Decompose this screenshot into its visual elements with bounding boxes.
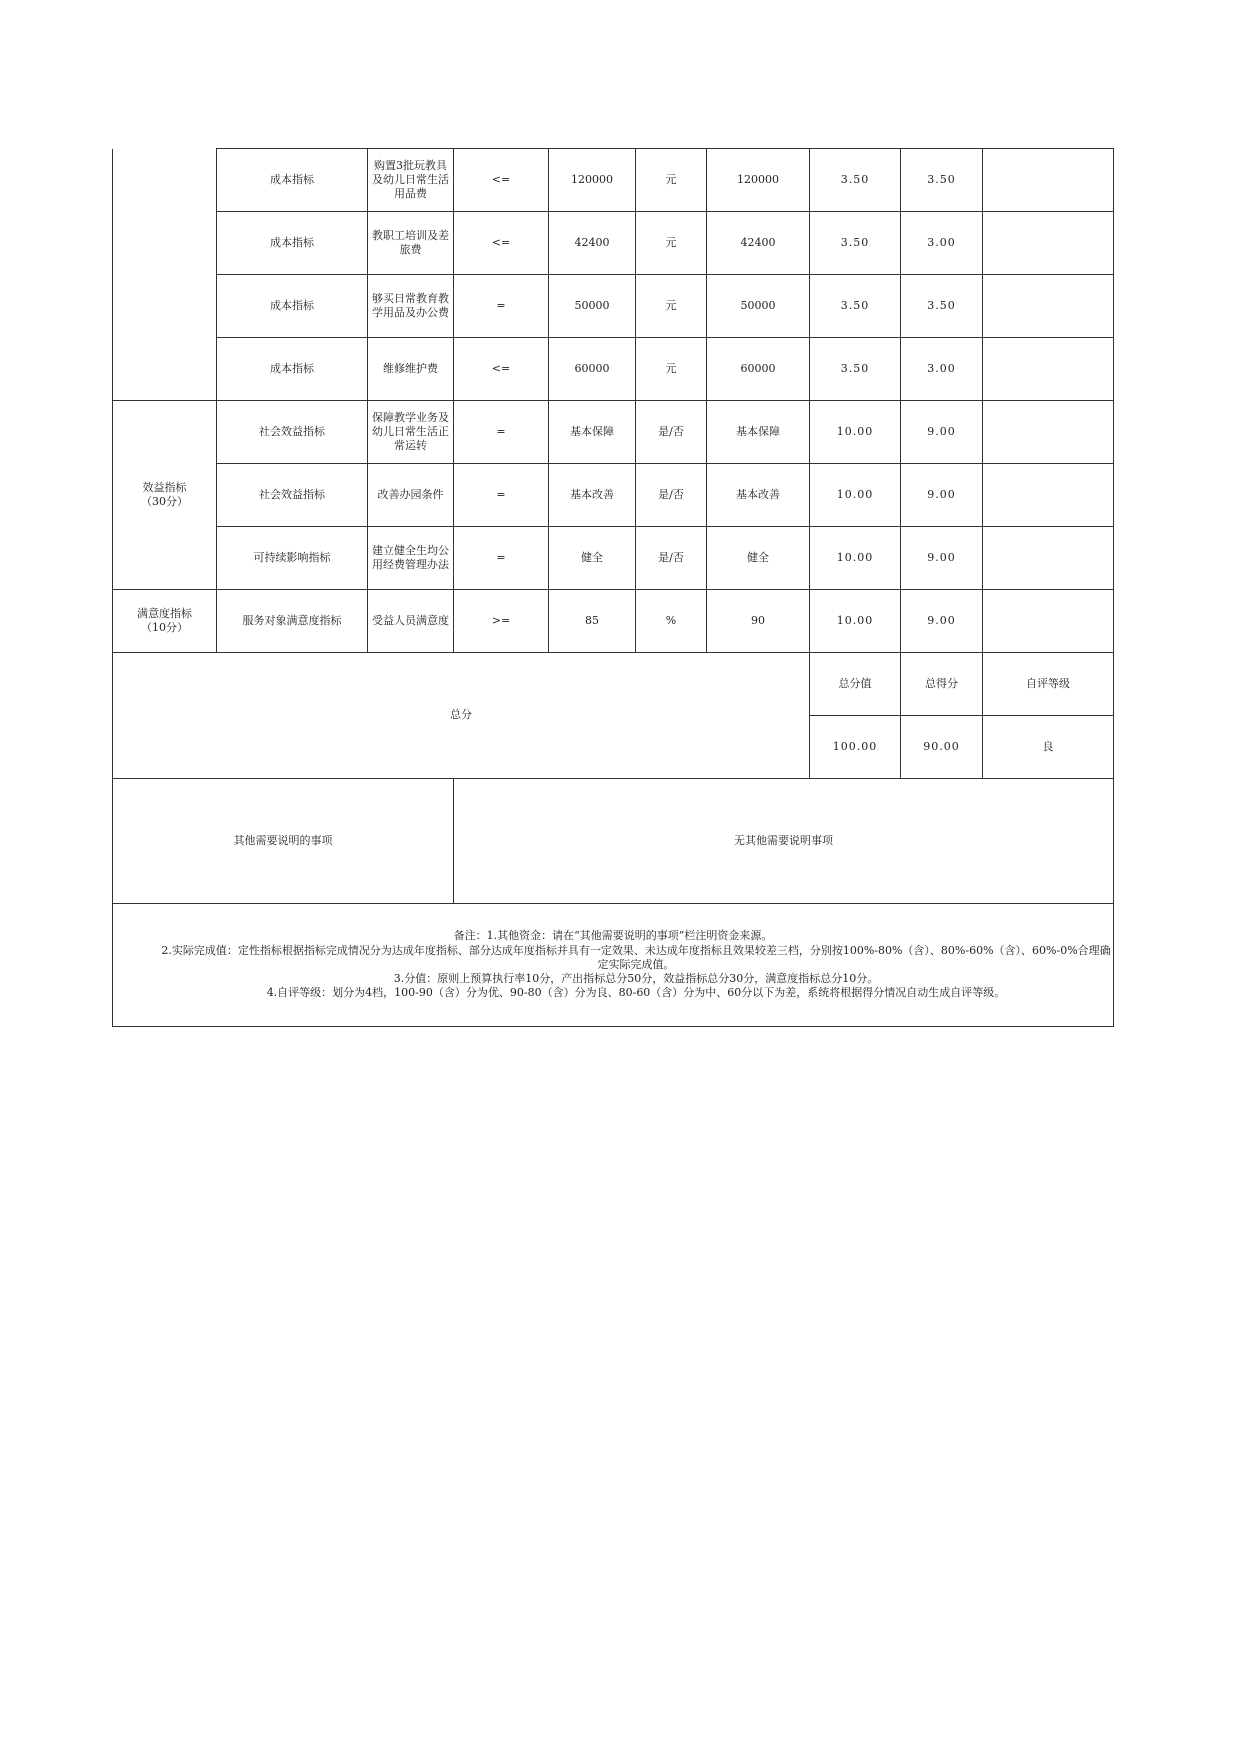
satisfaction-category-cell: 满意度指标 （10分） (113, 590, 217, 653)
table-row (113, 275, 1114, 338)
score-cell: 9.00 (901, 590, 983, 653)
actual-cell: 50000 (707, 275, 810, 338)
weight-cell: 10.00 (810, 527, 901, 590)
operator-cell: <= (454, 212, 549, 275)
operator-cell: >= (454, 590, 549, 653)
indicator-cell: 成本指标 (217, 275, 368, 338)
indicator-cell: 社会效益指标 (217, 464, 368, 527)
grade-label: 自评等级 (983, 653, 1114, 716)
score-cell: 3.50 (901, 149, 983, 212)
detail-cell: 建立健全生均公用经费管理办法 (368, 527, 454, 590)
target-cell: 50000 (549, 275, 636, 338)
unit-cell: 元 (636, 338, 707, 401)
operator-cell: <= (454, 338, 549, 401)
target-cell: 60000 (549, 338, 636, 401)
other-matters-row (113, 779, 1114, 904)
note-line: 3.分值：原则上预算执行率10分，产出指标总分50分，效益指标总分30分，满意度指标总分10分。 (393, 972, 879, 986)
detail-cell: 购置3批玩教具及幼儿日常生活用品费 (368, 149, 454, 212)
target-cell: 85 (549, 590, 636, 653)
note-line: 4.自评等级：划分为4档，100-90（含）分为优、90-80（含）分为良、80-60（含）分为中、60分以下为差，系统将根据得分情况自动生成自评等级。 (266, 986, 1006, 1000)
deviation-cell (983, 275, 1114, 338)
total-header-row (113, 653, 1114, 716)
total-label: 总分 (113, 653, 810, 779)
weight-cell: 10.00 (810, 590, 901, 653)
notes-row (113, 904, 1114, 1027)
other-matters-label: 其他需要说明的事项 (113, 779, 454, 904)
actual-cell: 基本保障 (707, 401, 810, 464)
note-line: 2.实际完成值：定性指标根据指标完成情况分为达成年度指标、部分达成年度指标并具有一定效果、未达成年度指标且效果较差三档，分别按100%-80%（含）、80%-60%（含）、60%-0%合理确定实际完成值。 (161, 943, 1111, 971)
detail-cell: 改善办园条件 (368, 464, 454, 527)
unit-cell: 元 (636, 275, 707, 338)
indicator-cell: 成本指标 (217, 212, 368, 275)
actual-cell: 健全 (707, 527, 810, 590)
total-value: 100.00 (810, 716, 901, 779)
target-cell: 120000 (549, 149, 636, 212)
deviation-cell (983, 338, 1114, 401)
weight-cell: 3.50 (810, 338, 901, 401)
unit-cell: 元 (636, 212, 707, 275)
weight-cell: 3.50 (810, 275, 901, 338)
deviation-cell (983, 212, 1114, 275)
target-cell: 基本保障 (549, 401, 636, 464)
output-category-cell (113, 149, 217, 401)
detail-cell: 够买日常教育教学用品及办公费 (368, 275, 454, 338)
performance-table (112, 148, 1114, 1027)
weight-cell: 10.00 (810, 401, 901, 464)
deviation-cell (983, 527, 1114, 590)
table-row (113, 590, 1114, 653)
indicator-cell: 成本指标 (217, 149, 368, 212)
unit-cell: 是/否 (636, 527, 707, 590)
score-cell: 9.00 (901, 527, 983, 590)
score-cell: 9.00 (901, 464, 983, 527)
score-cell: 9.00 (901, 401, 983, 464)
table-row (113, 149, 1114, 212)
actual-cell: 基本改善 (707, 464, 810, 527)
table-row (113, 401, 1114, 464)
detail-cell: 保障教学业务及幼儿日常生活正常运转 (368, 401, 454, 464)
operator-cell: = (454, 275, 549, 338)
notes-cell (113, 904, 1114, 1027)
target-cell: 基本改善 (549, 464, 636, 527)
actual-cell: 90 (707, 590, 810, 653)
score-cell: 3.50 (901, 275, 983, 338)
weight-cell: 10.00 (810, 464, 901, 527)
operator-cell: = (454, 401, 549, 464)
table-row (113, 464, 1114, 527)
indicator-cell: 可持续影响指标 (217, 527, 368, 590)
weight-cell: 3.50 (810, 149, 901, 212)
unit-cell: % (636, 590, 707, 653)
deviation-cell (983, 464, 1114, 527)
note-line: 备注：1.其他资金：请在“其他需要说明的事项”栏注明资金来源。 (453, 929, 773, 943)
unit-cell: 是/否 (636, 401, 707, 464)
detail-cell: 维修维护费 (368, 338, 454, 401)
indicator-cell: 服务对象满意度指标 (217, 590, 368, 653)
indicator-cell: 社会效益指标 (217, 401, 368, 464)
unit-cell: 元 (636, 149, 707, 212)
unit-cell: 是/否 (636, 464, 707, 527)
detail-cell: 教职工培训及差旅费 (368, 212, 454, 275)
table-row (113, 212, 1114, 275)
other-matters-value: 无其他需要说明事项 (454, 779, 1114, 904)
indicator-cell: 成本指标 (217, 338, 368, 401)
deviation-cell (983, 401, 1114, 464)
operator-cell: = (454, 527, 549, 590)
deviation-cell (983, 590, 1114, 653)
actual-cell: 120000 (707, 149, 810, 212)
deviation-cell (983, 149, 1114, 212)
target-cell: 42400 (549, 212, 636, 275)
weight-cell: 3.50 (810, 212, 901, 275)
operator-cell: <= (454, 149, 549, 212)
table-row (113, 338, 1114, 401)
grade-value: 良 (983, 716, 1114, 779)
total-value-label: 总分值 (810, 653, 901, 716)
score-cell: 3.00 (901, 338, 983, 401)
detail-cell: 受益人员满意度 (368, 590, 454, 653)
total-score: 90.00 (901, 716, 983, 779)
actual-cell: 60000 (707, 338, 810, 401)
benefit-category-cell: 效益指标 （30分） (113, 401, 217, 590)
target-cell: 健全 (549, 527, 636, 590)
total-score-label: 总得分 (901, 653, 983, 716)
actual-cell: 42400 (707, 212, 810, 275)
table-row (113, 527, 1114, 590)
score-cell: 3.00 (901, 212, 983, 275)
operator-cell: = (454, 464, 549, 527)
